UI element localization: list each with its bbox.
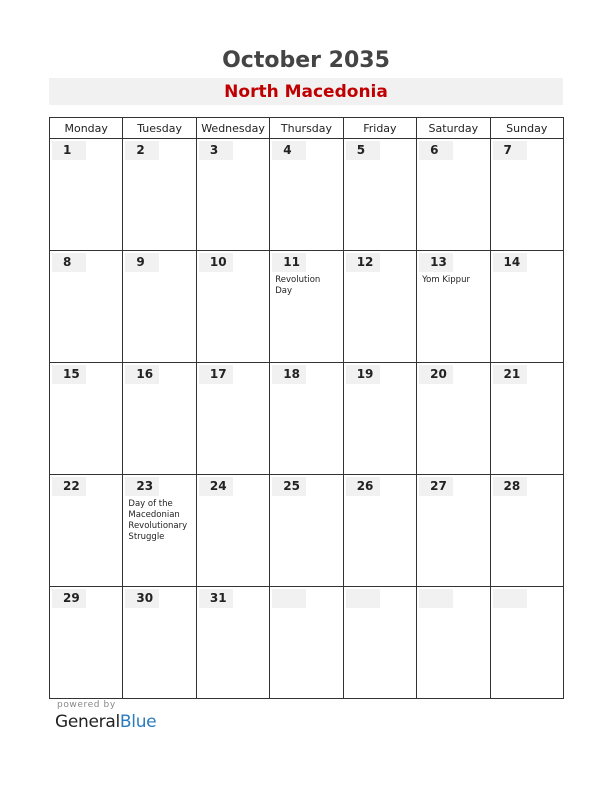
day-number: 10 (199, 253, 233, 272)
day-number: 5 (346, 141, 380, 160)
day-cell (270, 363, 343, 475)
weekday-thursday: Thursday (270, 118, 343, 139)
day-number: 6 (419, 141, 453, 160)
day-cell (50, 363, 123, 475)
day-number: 24 (199, 477, 233, 496)
generalblue-logo (55, 712, 156, 732)
day-cell (123, 587, 196, 699)
day-number: 4 (272, 141, 306, 160)
day-cell (50, 251, 123, 363)
day-cell (50, 587, 123, 699)
day-number: 15 (52, 365, 86, 384)
day-cell (270, 251, 343, 363)
day-cell (123, 475, 196, 587)
day-cell (50, 139, 123, 251)
day-cell (490, 139, 563, 251)
week-row (50, 363, 564, 475)
calendar-title: October 2035 (222, 48, 390, 73)
weekday-sunday: Sunday (490, 118, 563, 139)
day-cell (417, 363, 490, 475)
day-number: 26 (346, 477, 380, 496)
day-cell (343, 475, 416, 587)
day-cell (270, 139, 343, 251)
day-cell (417, 475, 490, 587)
day-number: 21 (493, 365, 527, 384)
weekday-saturday: Saturday (417, 118, 490, 139)
day-cell (490, 587, 563, 699)
brand-blue: Blue (119, 712, 157, 732)
day-cell (123, 251, 196, 363)
day-cell (343, 587, 416, 699)
country-banner (49, 78, 563, 105)
day-cell (343, 139, 416, 251)
week-row (50, 251, 564, 363)
brand-general: General (55, 712, 120, 732)
day-number: 23 (125, 477, 159, 496)
country-name: North Macedonia (224, 82, 388, 102)
day-cell (343, 363, 416, 475)
day-cell (196, 139, 269, 251)
day-number: 20 (419, 365, 453, 384)
day-number: 22 (52, 477, 86, 496)
calendar-grid (49, 117, 564, 699)
day-number: 9 (125, 253, 159, 272)
day-cell (196, 363, 269, 475)
holiday-label: Day of the Macedonian Revolutionary Struggle (128, 499, 188, 542)
day-cell (490, 251, 563, 363)
day-number: 8 (52, 253, 86, 272)
week-row (50, 139, 564, 251)
day-number: 13 (419, 253, 453, 272)
day-cell (417, 251, 490, 363)
day-cell (123, 139, 196, 251)
day-cell (196, 251, 269, 363)
day-cell (196, 475, 269, 587)
day-number: 16 (125, 365, 159, 384)
weekday-monday: Monday (50, 118, 123, 139)
day-number: 19 (346, 365, 380, 384)
day-number: 7 (493, 141, 527, 160)
day-number: 3 (199, 141, 233, 160)
day-number: 18 (272, 365, 306, 384)
day-number (419, 589, 453, 608)
day-number (272, 589, 306, 608)
day-number: 12 (346, 253, 380, 272)
weekday-friday: Friday (343, 118, 416, 139)
day-number: 1 (52, 141, 86, 160)
day-cell (490, 363, 563, 475)
day-number: 27 (419, 477, 453, 496)
day-cell (417, 587, 490, 699)
day-number: 25 (272, 477, 306, 496)
holiday-label: Revolution Day (275, 275, 321, 296)
day-number: 11 (272, 253, 306, 272)
day-cell (123, 363, 196, 475)
day-cell (343, 251, 416, 363)
day-number: 17 (199, 365, 233, 384)
day-number (493, 589, 527, 608)
week-row (50, 475, 564, 587)
day-cell (196, 587, 269, 699)
day-number: 31 (199, 589, 233, 608)
holiday-label: Yom Kippur (422, 275, 470, 285)
day-cell (270, 587, 343, 699)
day-number: 30 (125, 589, 159, 608)
week-row (50, 587, 564, 699)
weekday-header-row (50, 118, 564, 139)
day-cell (417, 139, 490, 251)
day-number (346, 589, 380, 608)
day-number: 14 (493, 253, 527, 272)
weekday-wednesday: Wednesday (196, 118, 269, 139)
day-number: 28 (493, 477, 527, 496)
day-cell (270, 475, 343, 587)
powered-by-label: powered by (57, 700, 116, 710)
day-number: 29 (52, 589, 86, 608)
day-cell (50, 475, 123, 587)
day-cell (490, 475, 563, 587)
day-number: 2 (125, 141, 159, 160)
weekday-tuesday: Tuesday (123, 118, 196, 139)
